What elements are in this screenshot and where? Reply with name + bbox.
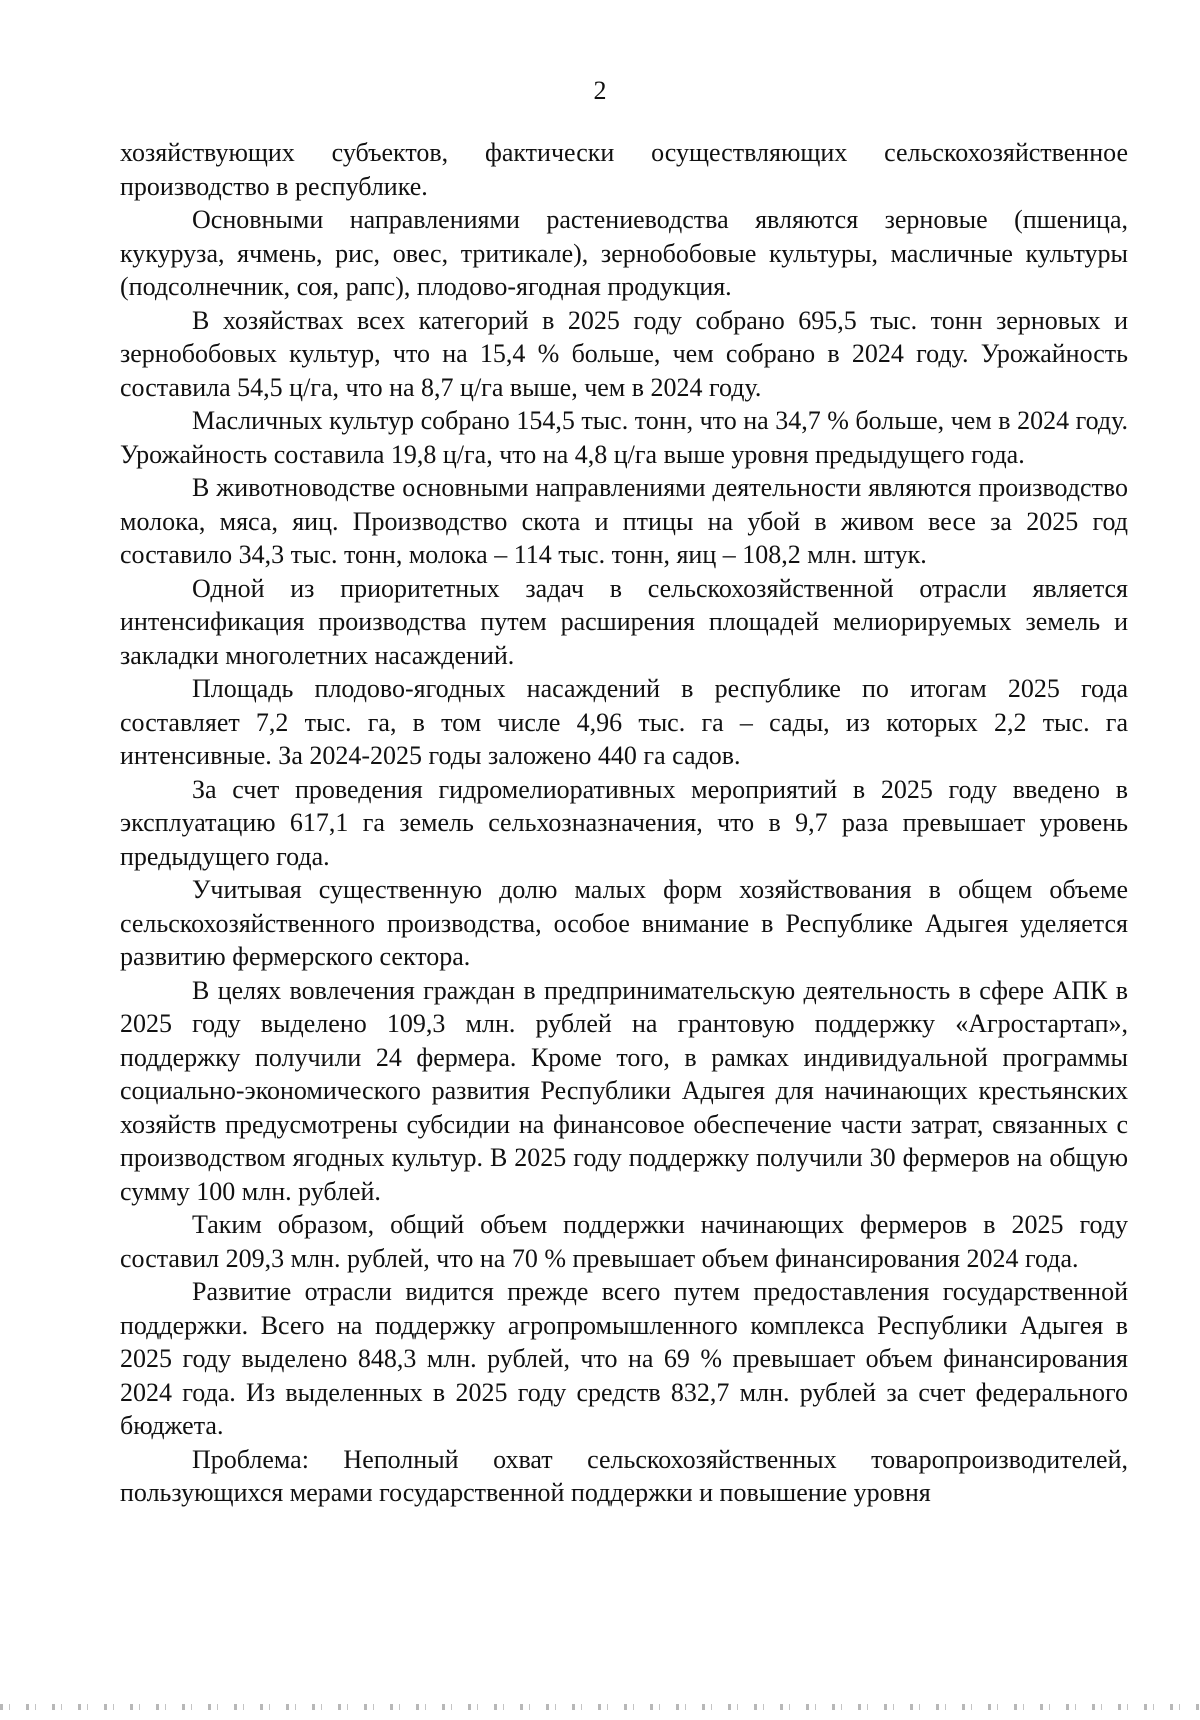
paragraph-priority-tasks: Одной из приоритетных задач в сельскохозяйственной отрасли является интенсификация производства путем расширения площадей мелиорируемых земель и закладки многолетних насаждений. bbox=[120, 573, 1128, 670]
paragraph-crop-directions: Основными направлениями растениеводства являются зерновые (пшеница, кукуруза, ячмень, рис, овес, тритикале), зернобобовые культуры, масличные культуры (подсолнечник, соя, рапс), плодово-ягодная продукция. bbox=[120, 205, 1128, 301]
paragraph-oilseed-harvest: Масличных культур собрано 154,5 тыс. тонн, что на 34,7 % больше, чем в 2024 году. Урожайность составила 19,8 ц/га, что на 4,8 ц/га выше уровня предыдущего года. bbox=[120, 406, 1128, 469]
paragraph-total-support: Таким образом, общий объем поддержки начинающих фермеров в 2025 году составил 209,3 млн. рублей, что на 70 % превышает объем финансирования 2024 года. bbox=[120, 1210, 1128, 1273]
paragraph-land-reclamation: За счет проведения гидромелиоративных мероприятий в 2025 году введено в эксплуатацию 617,1 га земель сельхозназначения, что в 9,7 раза превышает уровень предыдущего года. bbox=[120, 774, 1128, 871]
paragraph-small-farms: Учитывая существенную долю малых форм хозяйствования в общем объеме сельскохозяйственного производства, особое внимание в Республике Адыгея уделяется развитию фермерского сектора. bbox=[120, 875, 1128, 971]
paragraph-grain-harvest: В хозяйствах всех категорий в 2025 году собрано 695,5 тыс. тонн зерновых и зернобобовых культур, что на 15,4 % больше, чем собрано в 2024 году. Урожайность составила 54,5 ц/га, что на 8,7 ц/га выше, чем в 2024 году. bbox=[120, 305, 1128, 402]
paragraph-problem: Проблема: Неполный охват сельскохозяйственных товаропроизводителей, пользующихся мерами государственной поддержки и повышение уровня bbox=[120, 1444, 1128, 1507]
page-number: 2 bbox=[593, 76, 607, 105]
document-body bbox=[120, 136, 1128, 1510]
scan-artifact-edge bbox=[0, 1704, 1200, 1710]
paragraph-state-support: Развитие отрасли видится прежде всего путем предоставления государственной поддержки. Всего на поддержку агропромышленного комплекса Республики Адыгея в 2025 году выделено 848,3 млн. рублей, что на 69 % превышает объем финансирования 2024 года. Из выделенных в 2025 году средств 832,7 млн. рублей за счет федерального бюджета. bbox=[120, 1277, 1128, 1440]
paragraph-livestock: В животноводстве основными направлениями деятельности являются производство молока, мяса, яиц. Производство скота и птицы на убой в живом весе за 2025 год составило 34,3 тыс. тонн, молока – 114 тыс. тонн, яиц – 108,2 млн. штук. bbox=[120, 473, 1128, 569]
paragraph-agrostartup: В целях вовлечения граждан в предпринимательскую деятельность в сфере АПК в 2025 году выделено 109,3 млн. рублей на грантовую поддержку «Агростартап», поддержку получили 24 фермера. Кроме того, в рамках индивидуальной программы социально-экономического развития Республики Адыгея для начинающих крестьянских хозяйств предусмотрены субсидии на финансовое обеспечение части затрат, связанных с производством ягодных культур. В 2025 году поддержку получили 30 фермеров на общую сумму 100 млн. рублей. bbox=[120, 975, 1128, 1206]
paragraph-continuation: хозяйствующих субъектов, фактически осуществляющих сельскохозяйственное производство в республике. bbox=[120, 138, 1128, 201]
paragraph-orchards: Площадь плодово-ягодных насаждений в республике по итогам 2025 года составляет 7,2 тыс. га, в том числе 4,96 тыс. га – сады, из которых 2,2 тыс. га интенсивные. За 2024-2025 годы заложено 440 га садов. bbox=[120, 674, 1128, 770]
